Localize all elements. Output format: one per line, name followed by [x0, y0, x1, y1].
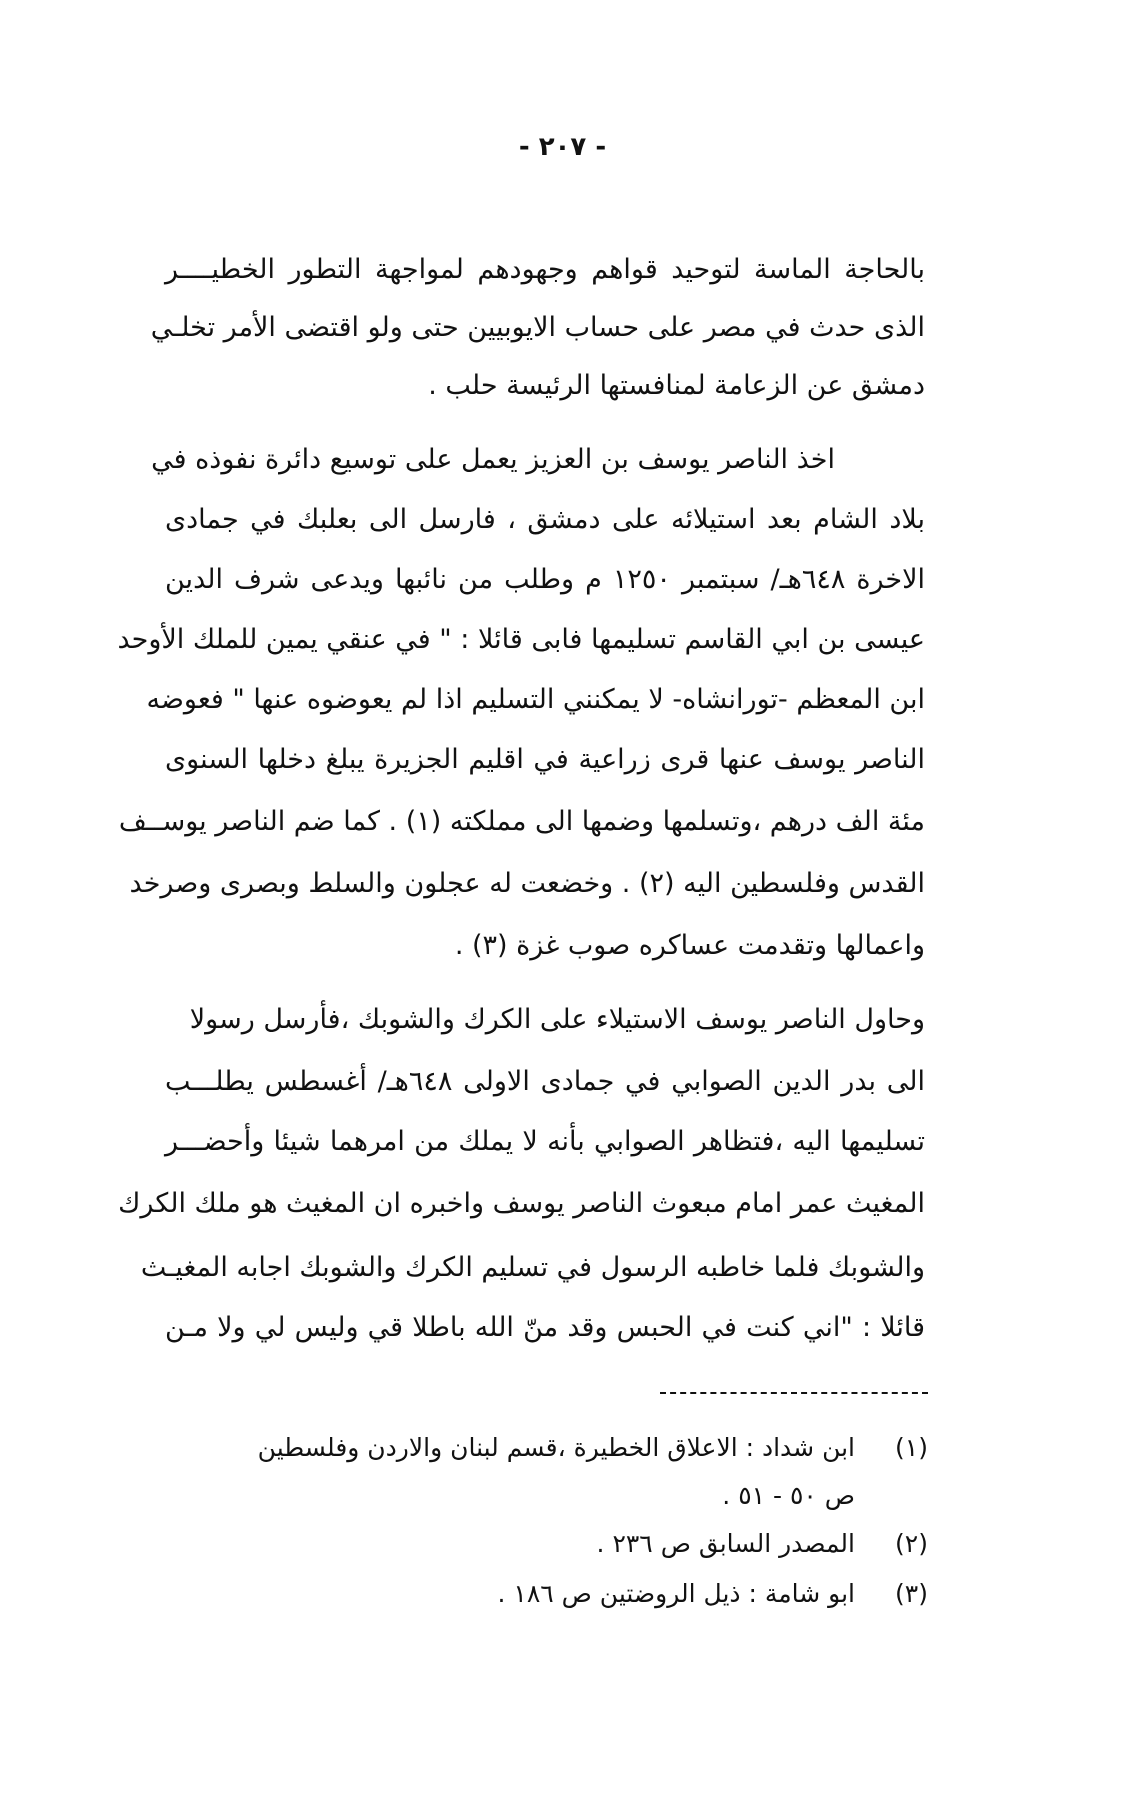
page-number: - ٢٠٧ -: [518, 132, 607, 162]
footnote-number: (٣): [895, 1579, 928, 1608]
text-line: وحاول الناصر يوسف الاستيلاء على الكرك والشوبك ،فأرسل رسولا: [189, 1004, 925, 1035]
footnote-number: (٢): [895, 1529, 928, 1558]
text-line: قائلا : "اني كنت في الحبس وقد منّ الله باطلا قي وليس لي ولا مـن: [165, 1312, 925, 1343]
footnote-number: (١): [895, 1433, 928, 1462]
text-line: والشوبك فلما خاطبه الرسول في تسليم الكرك والشوبك اجابه المغيـث: [140, 1252, 925, 1283]
text-line: عيسى بن ابي القاسم تسليمها فابى قائلا : " في عنقي يمين للملك الأوحد: [117, 624, 925, 655]
footnote-text-continuation: ص ٥٠ - ٥١ .: [722, 1481, 855, 1510]
footnote-divider: [660, 1392, 928, 1394]
text-line: الى بدر الدين الصوابي في جمادى الاولى ٦٤٨هـ/ أغسطس يطلـــب: [165, 1066, 925, 1097]
text-line: بلاد الشام بعد استيلائه على دمشق ، فارسل الى بعلبك في جمادى: [165, 504, 925, 535]
text-line: اخذ الناصر يوسف بن العزيز يعمل على توسيع دائرة نفوذه في: [151, 444, 835, 475]
text-line: المغيث عمر امام مبعوث الناصر يوسف واخبره ان المغيث هو ملك الكرك: [118, 1188, 925, 1219]
text-line: ابن المعظم -تورانشاه- لا يمكنني التسليم اذا لم يعوضوه عنها " فعوضه: [146, 684, 925, 715]
footnote-text: ابو شامة : ذيل الروضتين ص ١٨٦ .: [497, 1579, 855, 1608]
text-line: مئة الف درهم ،وتسلمها وضمها الى مملكته (١) . كما ضم الناصر يوســف: [118, 806, 925, 837]
text-line: تسليمها اليه ،فتظاهر الصوابي بأنه لا يملك من امرهما شيئا وأحضـــر: [165, 1126, 925, 1157]
text-line: الناصر يوسف عنها قرى زراعية في اقليم الجزيرة يبلغ دخلها السنوى: [165, 744, 925, 775]
text-line: الاخرة ٦٤٨هـ/ سبتمبر ١٢٥٠ م وطلب من نائبها ويدعى شرف الدين: [165, 564, 926, 595]
text-line: بالحاجة الماسة لتوحيد قواهم وجهودهم لمواجهة التطور الخطيــــر: [165, 254, 925, 285]
text-line: القدس وفلسطين اليه (٢) . وخضعت له عجلون والسلط وبصرى وصرخد: [129, 868, 925, 899]
text-line: دمشق عن الزعامة لمنافستها الرئيسة حلب .: [428, 370, 925, 401]
text-line: الذى حدث في مصر على حساب الايوبيين حتى ولو اقتضى الأمر تخلـي: [150, 312, 925, 343]
text-line: واعمالها وتقدمت عساكره صوب غزة (٣) .: [454, 930, 925, 961]
footnote-text: ابن شداد : الاعلاق الخطيرة ،قسم لبنان والاردن وفلسطين: [257, 1433, 855, 1462]
footnote-text: المصدر السابق ص ٢٣٦ .: [596, 1529, 855, 1558]
